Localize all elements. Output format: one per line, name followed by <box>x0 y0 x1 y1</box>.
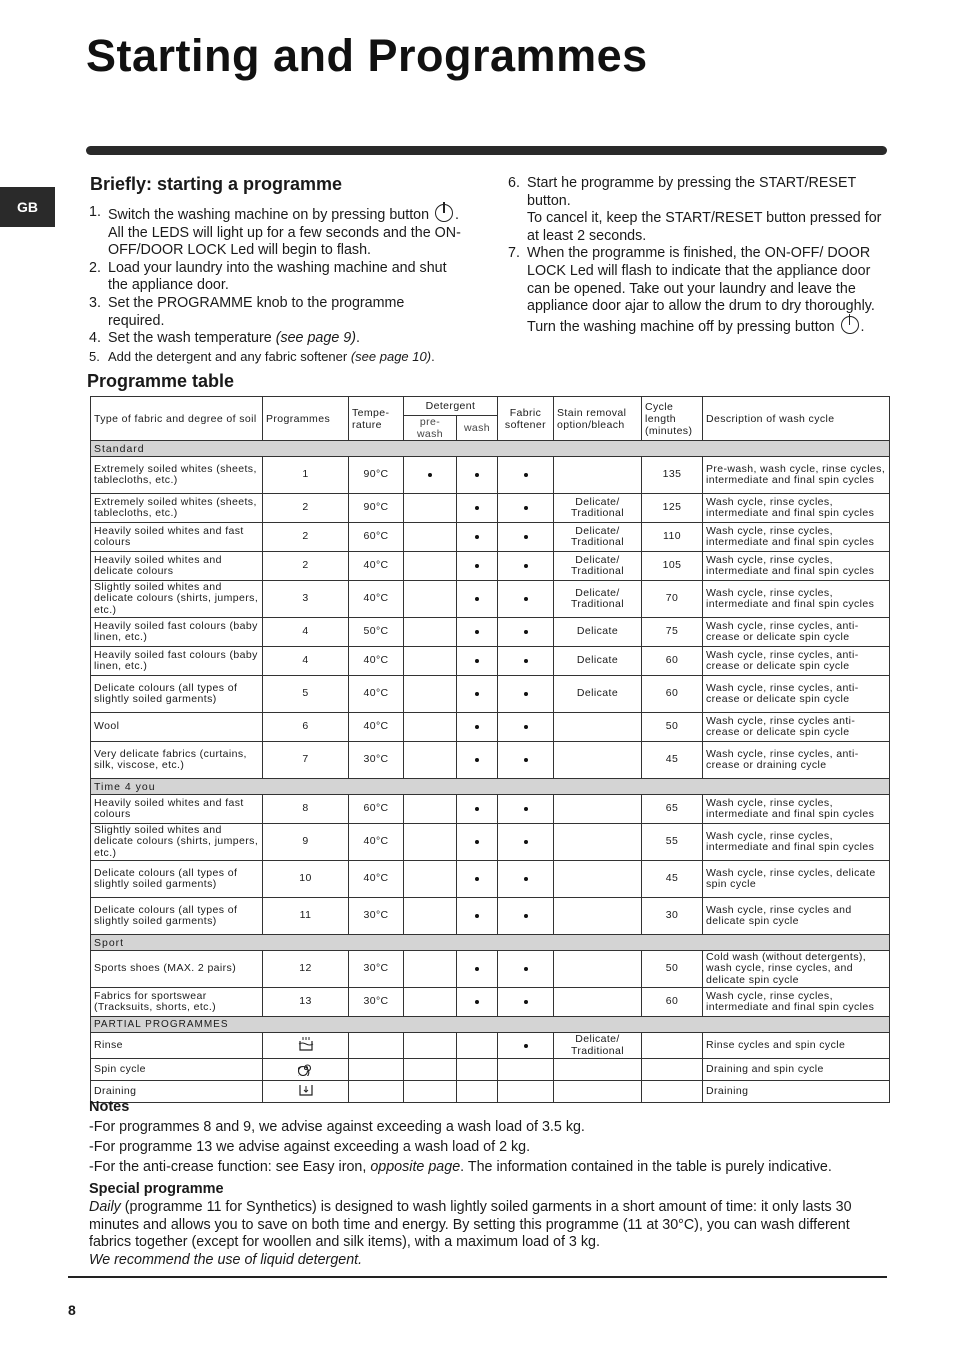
wash-cell <box>457 1059 498 1081</box>
power-button-icon <box>435 204 453 222</box>
recommendation-text: We recommend the use of liquid detergent. <box>89 1251 363 1268</box>
bullet-dot <box>475 725 479 729</box>
bullet-dot <box>524 506 528 510</box>
softener-cell <box>498 742 554 779</box>
fabric-cell: Heavily soiled whites and fast colours <box>91 523 263 552</box>
cycle-cell: 30 <box>642 898 703 935</box>
bullet-dot <box>524 725 528 729</box>
header-stain: Stain removal option/bleach <box>554 397 642 441</box>
special-text: (programme 11 for Synthetics) is designed to wash lightly soiled garments in a short amount of time: it only lasts 30 minutes and allows you to save on both time and energy. By setting this programme (11 at 30°C), you can wash different fabrics together (except for woollen and silk items), with a maximum load of 3 kg. <box>89 1199 852 1250</box>
prewash-cell <box>404 824 457 861</box>
fabric-cell: Delicate colours (all types of slightly soiled garments) <box>91 676 263 713</box>
programme-cell: 13 <box>263 988 349 1017</box>
step-number: 7. <box>508 245 520 262</box>
table-row <box>91 795 890 824</box>
programme-cell: 10 <box>263 861 349 898</box>
table-row <box>91 951 890 988</box>
cycle-cell: 105 <box>642 552 703 581</box>
notes-heading: Notes <box>89 1099 130 1115</box>
bullet-dot <box>524 807 528 811</box>
table-row <box>91 523 890 552</box>
bullet-dot <box>524 1044 528 1048</box>
fabric-cell: Spin cycle <box>91 1059 263 1081</box>
step-text: Start he programme by pressing the START/RESET button. <box>527 175 856 209</box>
bullet-dot <box>475 758 479 762</box>
programme-cell: 11 <box>263 898 349 935</box>
wash-cell <box>457 552 498 581</box>
cycle-cell: 135 <box>642 457 703 494</box>
step-end: . <box>355 330 360 347</box>
fabric-cell: Rinse <box>91 1033 263 1059</box>
cycle-cell: 50 <box>642 951 703 988</box>
bullet-dot <box>524 473 528 477</box>
prewash-cell <box>404 581 457 618</box>
softener-cell <box>498 951 554 988</box>
wash-cell <box>457 647 498 676</box>
stain-cell: Delicate <box>554 676 642 713</box>
step-number: 4. <box>89 330 101 347</box>
prewash-cell <box>404 742 457 779</box>
cycle-cell: 60 <box>642 988 703 1017</box>
wash-cell <box>457 494 498 523</box>
note-line: -For programme 13 we advise against exceeding a wash load of 2 kg. <box>89 1139 531 1155</box>
softener-cell <box>498 552 554 581</box>
bullet-dot <box>475 1000 479 1004</box>
temperature-cell: 50°C <box>349 618 404 647</box>
step-item <box>508 245 884 336</box>
programme-cell: 8 <box>263 795 349 824</box>
prewash-cell <box>404 1033 457 1059</box>
programme-icon-cell <box>263 1059 349 1081</box>
programme-cell: 2 <box>263 494 349 523</box>
programme-cell: 4 <box>263 618 349 647</box>
daily-label: Daily <box>89 1199 121 1215</box>
programme-cell: 1 <box>263 457 349 494</box>
page-reference: (see page 10) <box>350 348 432 364</box>
bullet-dot <box>524 564 528 568</box>
stain-cell: Delicate/ Traditional <box>554 494 642 523</box>
fabric-cell: Heavily soiled whites and delicate colours <box>91 552 263 581</box>
stain-cell: Delicate <box>554 618 642 647</box>
cycle-cell: 110 <box>642 523 703 552</box>
header-description: Description of wash cycle <box>703 397 890 441</box>
cycle-cell: 50 <box>642 713 703 742</box>
softener-cell <box>498 861 554 898</box>
stain-cell <box>554 1059 642 1081</box>
description-cell: Wash cycle, rinse cycles, intermediate and final spin cycles <box>703 494 890 523</box>
prewash-cell <box>404 795 457 824</box>
temperature-cell: 30°C <box>349 898 404 935</box>
fabric-cell: Delicate colours (all types of slightly soiled garments) <box>91 898 263 935</box>
header-detergent: Detergent <box>404 397 498 416</box>
step-text: . <box>860 318 865 335</box>
softener-cell <box>498 988 554 1017</box>
bullet-dot <box>524 597 528 601</box>
language-tab: GB <box>0 187 55 227</box>
programme-cell: 12 <box>263 951 349 988</box>
description-cell: Wash cycle, rinse cycles, intermediate and final spin cycles <box>703 581 890 618</box>
note-line: -For programmes 8 and 9, we advise against exceeding a wash load of 3.5 kg. <box>89 1119 585 1135</box>
softener-cell <box>498 898 554 935</box>
bullet-dot <box>475 692 479 696</box>
cycle-cell: 45 <box>642 742 703 779</box>
wash-cell <box>457 898 498 935</box>
fabric-cell: Extremely soiled whites (sheets, tablecloths, etc.) <box>91 457 263 494</box>
stain-cell: Delicate <box>554 647 642 676</box>
softener-cell <box>498 523 554 552</box>
temperature-cell: 30°C <box>349 988 404 1017</box>
programme-cell: 9 <box>263 824 349 861</box>
temperature-cell: 40°C <box>349 824 404 861</box>
cycle-cell: 55 <box>642 824 703 861</box>
header-temperature: Tempe- rature <box>349 397 404 441</box>
notes-section <box>89 1097 889 1269</box>
bullet-dot <box>475 597 479 601</box>
wash-cell <box>457 795 498 824</box>
softener-cell <box>498 824 554 861</box>
table-row <box>91 742 890 779</box>
prewash-cell <box>404 618 457 647</box>
prewash-cell <box>404 523 457 552</box>
bullet-dot <box>475 967 479 971</box>
spin-icon <box>298 1067 314 1079</box>
step-number: 1. <box>89 204 101 220</box>
programme-table-body <box>91 441 890 1103</box>
page-reference: (see page 9) <box>275 330 356 347</box>
cycle-cell: 75 <box>642 618 703 647</box>
table-row <box>91 1033 890 1059</box>
wash-cell <box>457 523 498 552</box>
step-text: Set the wash temperature <box>108 330 276 347</box>
stain-cell <box>554 824 642 861</box>
bullet-dot <box>524 535 528 539</box>
table-row <box>91 581 890 618</box>
section-header: PARTIAL PROGRAMMES <box>91 1017 890 1033</box>
stain-cell <box>554 898 642 935</box>
step-text: To cancel it, keep the START/RESET button pressed for at least 2 seconds. <box>527 210 882 244</box>
bullet-dot <box>475 877 479 881</box>
temperature-cell: 40°C <box>349 552 404 581</box>
bullet-dot <box>524 1000 528 1004</box>
bullet-dot <box>524 914 528 918</box>
table-row <box>91 494 890 523</box>
cycle-cell: 60 <box>642 647 703 676</box>
prewash-cell <box>404 713 457 742</box>
stain-cell <box>554 951 642 988</box>
note-reference: opposite page <box>370 1159 461 1175</box>
description-cell: Draining and spin cycle <box>703 1059 890 1081</box>
stain-cell <box>554 742 642 779</box>
table-row <box>91 988 890 1017</box>
programme-cell: 4 <box>263 647 349 676</box>
step-number: 6. <box>508 175 520 191</box>
table-row <box>91 676 890 713</box>
description-cell: Rinse cycles and spin cycle <box>703 1033 890 1059</box>
programme-cell: 6 <box>263 713 349 742</box>
stain-cell <box>554 861 642 898</box>
temperature-cell: 30°C <box>349 951 404 988</box>
bullet-dot <box>475 630 479 634</box>
softener-cell <box>498 795 554 824</box>
table-row <box>91 824 890 861</box>
description-cell: Wash cycle, rinse cycles, anti-crease or delicate spin cycle <box>703 647 890 676</box>
header-fabric: Type of fabric and degree of soil <box>91 397 263 441</box>
step-number: 3. <box>89 294 101 311</box>
prewash-cell <box>404 552 457 581</box>
description-cell: Wash cycle, rinse cycles, anti-crease or delicate spin cycle <box>703 618 890 647</box>
step-item <box>89 295 463 330</box>
prewash-cell <box>404 898 457 935</box>
description-cell: Wash cycle, rinse cycles, anti-crease or draining cycle <box>703 742 890 779</box>
temperature-cell: 40°C <box>349 676 404 713</box>
header-programmes: Programmes <box>263 397 349 441</box>
fabric-cell: Slightly soiled whites and delicate colours (shirts, jumpers, etc.) <box>91 581 263 618</box>
bullet-dot <box>524 758 528 762</box>
programme-table <box>90 396 890 1103</box>
bullet-dot <box>475 506 479 510</box>
step-text: Load your laundry into the washing machine and shut the appliance door. <box>108 259 447 294</box>
description-cell: Pre-wash, wash cycle, rinse cycles, intermediate and final spin cycles <box>703 457 890 494</box>
step-item <box>89 204 463 260</box>
bullet-dot <box>475 535 479 539</box>
cycle-cell: 70 <box>642 581 703 618</box>
header-divider <box>86 146 887 155</box>
temperature-cell: 40°C <box>349 861 404 898</box>
wash-cell <box>457 676 498 713</box>
table-row <box>91 647 890 676</box>
table-row <box>91 552 890 581</box>
temperature-cell: 90°C <box>349 494 404 523</box>
cycle-cell: 65 <box>642 795 703 824</box>
description-cell: Wash cycle, rinse cycles, intermediate and final spin cycles <box>703 824 890 861</box>
wash-cell <box>457 457 498 494</box>
wash-cell <box>457 713 498 742</box>
header-wash: wash <box>457 416 498 441</box>
bullet-dot <box>524 877 528 881</box>
cycle-cell <box>642 1033 703 1059</box>
programme-cell: 2 <box>263 523 349 552</box>
special-programme-heading: Special programme <box>89 1181 224 1197</box>
cycle-cell: 125 <box>642 494 703 523</box>
page-number: 8 <box>68 1302 76 1318</box>
header-cycle: Cycle length (minutes) <box>642 397 703 441</box>
programme-icon-cell <box>263 1033 349 1059</box>
special-programme-text <box>89 1199 889 1269</box>
table-row <box>91 861 890 898</box>
bullet-dot <box>524 692 528 696</box>
description-cell: Wash cycle, rinse cycles, intermediate and final spin cycles <box>703 552 890 581</box>
fabric-cell: Draining <box>91 1081 263 1103</box>
steps-right-list <box>508 175 884 336</box>
brief-heading: Briefly: starting a programme <box>90 174 343 194</box>
description-cell: Wash cycle, rinse cycles anti-crease or delicate spin cycle <box>703 713 890 742</box>
temperature-cell: 40°C <box>349 647 404 676</box>
wash-cell <box>457 988 498 1017</box>
fabric-cell: Very delicate fabrics (curtains, silk, viscose, etc.) <box>91 742 263 779</box>
bullet-dot <box>475 473 479 477</box>
table-row <box>91 898 890 935</box>
bullet-dot <box>475 807 479 811</box>
programme-cell: 3 <box>263 581 349 618</box>
bullet-dot <box>475 914 479 918</box>
fabric-cell: Fabrics for sportswear (Tracksuits, shorts, etc.) <box>91 988 263 1017</box>
step-text: Set the PROGRAMME knob to the programme required. <box>108 294 405 329</box>
wash-cell <box>457 581 498 618</box>
step-number: 2. <box>89 259 101 276</box>
header-softener: Fabric softener <box>498 397 554 441</box>
prewash-cell <box>404 647 457 676</box>
steps-left-list <box>89 204 463 365</box>
wash-cell <box>457 742 498 779</box>
softener-cell <box>498 457 554 494</box>
softener-cell <box>498 494 554 523</box>
wash-cell <box>457 824 498 861</box>
programme-cell: 7 <box>263 742 349 779</box>
prewash-cell <box>404 676 457 713</box>
description-cell: Wash cycle, rinse cycles and delicate spin cycle <box>703 898 890 935</box>
power-button-icon <box>841 316 859 334</box>
softener-cell <box>498 713 554 742</box>
stain-cell: Delicate/ Traditional <box>554 523 642 552</box>
bullet-dot <box>475 659 479 663</box>
prewash-cell <box>404 988 457 1017</box>
description-cell: Wash cycle, rinse cycles, intermediate and final spin cycles <box>703 988 890 1017</box>
rinse-icon <box>297 1043 315 1055</box>
bullet-dot <box>524 659 528 663</box>
wash-cell <box>457 1033 498 1059</box>
table-row <box>91 618 890 647</box>
section-header: Standard <box>91 441 890 457</box>
section-header: Time 4 you <box>91 779 890 795</box>
softener-cell <box>498 618 554 647</box>
description-cell: Wash cycle, rinse cycles, delicate spin cycle <box>703 861 890 898</box>
bullet-dot <box>475 840 479 844</box>
stain-cell <box>554 795 642 824</box>
note-text: . The information contained in the table is purely indicative. <box>460 1159 832 1175</box>
table-row <box>91 1059 890 1081</box>
step-text: Switch the washing machine on by pressing button <box>108 207 434 223</box>
step-text: . All the LEDS will light up for a few seconds and the ON-OFF/DOOR LOCK Led will begin to flash. <box>108 207 461 259</box>
stain-cell <box>554 713 642 742</box>
step-item <box>508 175 884 245</box>
cycle-cell <box>642 1059 703 1081</box>
programme-cell: 2 <box>263 552 349 581</box>
softener-cell <box>498 581 554 618</box>
wash-cell <box>457 951 498 988</box>
prewash-cell <box>404 457 457 494</box>
fabric-cell: Wool <box>91 713 263 742</box>
temperature-cell <box>349 1033 404 1059</box>
fabric-cell: Heavily soiled whites and fast colours <box>91 795 263 824</box>
step-end: . <box>431 348 435 364</box>
temperature-cell: 60°C <box>349 523 404 552</box>
step-item <box>89 330 463 348</box>
temperature-cell: 40°C <box>349 581 404 618</box>
programme-cell: 5 <box>263 676 349 713</box>
bullet-dot <box>524 630 528 634</box>
stain-cell: Delicate/ Traditional <box>554 581 642 618</box>
note-line <box>89 1157 889 1177</box>
description-cell: Wash cycle, rinse cycles, anti-crease or delicate spin cycle <box>703 676 890 713</box>
step-item <box>89 348 463 366</box>
stain-cell: Delicate/ Traditional <box>554 552 642 581</box>
footer-divider <box>68 1276 887 1278</box>
header-prewash: pre- wash <box>404 416 457 441</box>
temperature-cell: 90°C <box>349 457 404 494</box>
cycle-cell: 60 <box>642 676 703 713</box>
temperature-cell: 30°C <box>349 742 404 779</box>
softener-cell <box>498 1059 554 1081</box>
softener-cell <box>498 676 554 713</box>
fabric-cell: Extremely soiled whites (sheets, tablecloths, etc.) <box>91 494 263 523</box>
wash-cell <box>457 618 498 647</box>
prewash-cell <box>404 861 457 898</box>
softener-cell <box>498 1033 554 1059</box>
step-text: When the programme is finished, the ON-OFF/ DOOR LOCK Led will flash to indicate that the appliance door can be opened. Take out your laundry and leave the appliance door ajar to allow the drum to dry thoroughly. Turn the washing machine off by pressing button <box>527 245 875 335</box>
bullet-dot <box>524 967 528 971</box>
stain-cell <box>554 457 642 494</box>
softener-cell <box>498 647 554 676</box>
temperature-cell: 40°C <box>349 713 404 742</box>
fabric-cell: Slightly soiled whites and delicate colours (shirts, jumpers, etc.) <box>91 824 263 861</box>
prewash-cell <box>404 494 457 523</box>
prewash-cell <box>404 951 457 988</box>
stain-cell: Delicate/ Traditional <box>554 1033 642 1059</box>
bullet-dot <box>475 564 479 568</box>
step-text: Add the detergent and any fabric softener <box>108 348 351 364</box>
temperature-cell: 60°C <box>349 795 404 824</box>
cycle-cell: 45 <box>642 861 703 898</box>
page-title: Starting and Programmes <box>86 30 648 81</box>
table-row <box>91 713 890 742</box>
fabric-cell: Heavily soiled fast colours (baby linen, etc.) <box>91 647 263 676</box>
prewash-cell <box>404 1059 457 1081</box>
fabric-cell: Sports shoes (MAX. 2 pairs) <box>91 951 263 988</box>
bullet-dot <box>428 473 432 477</box>
description-cell: Wash cycle, rinse cycles, intermediate and final spin cycles <box>703 795 890 824</box>
description-cell: Cold wash (without detergents), wash cycle, rinse cycles, and delicate spin cycle <box>703 951 890 988</box>
programme-table-heading: Programme table <box>87 371 235 391</box>
description-cell: Draining <box>703 1081 890 1103</box>
wash-cell <box>457 861 498 898</box>
note-text: -For the anti-crease function: see Easy iron, <box>89 1159 371 1175</box>
stain-cell <box>554 988 642 1017</box>
step-item <box>89 260 463 295</box>
description-cell: Wash cycle, rinse cycles, intermediate and final spin cycles <box>703 523 890 552</box>
table-row <box>91 457 890 494</box>
section-header: Sport <box>91 935 890 951</box>
step-number: 5. <box>89 348 100 364</box>
temperature-cell <box>349 1059 404 1081</box>
fabric-cell: Heavily soiled fast colours (baby linen, etc.) <box>91 618 263 647</box>
bullet-dot <box>524 840 528 844</box>
fabric-cell: Delicate colours (all types of slightly soiled garments) <box>91 861 263 898</box>
